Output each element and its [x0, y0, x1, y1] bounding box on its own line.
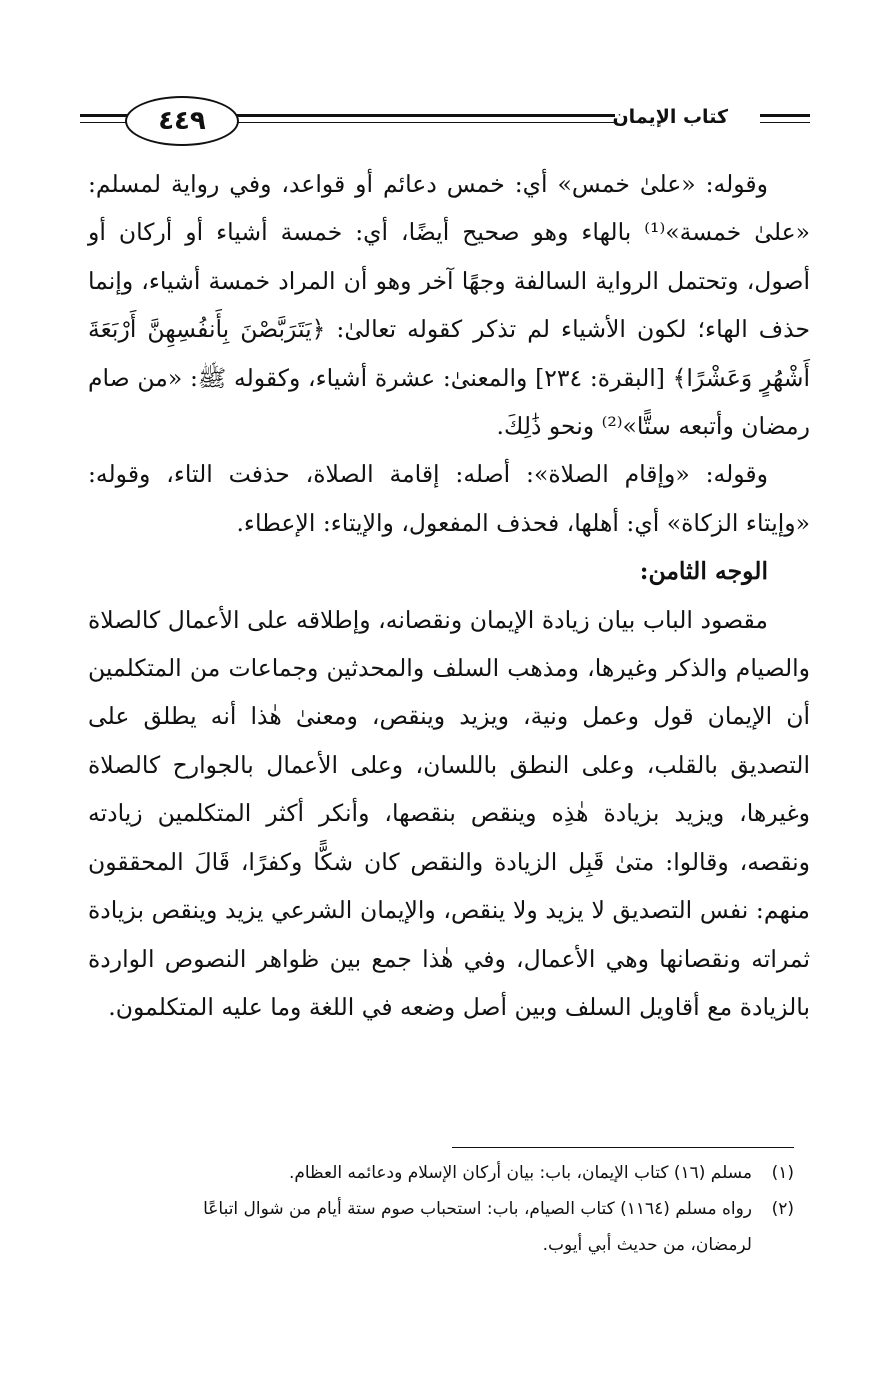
footnotes [78, 1155, 794, 1263]
footnote-text: مسلم (١٦) كتاب الإيمان، باب: بيان أركان الإسلام ودعائمه العظام. [288, 1163, 752, 1183]
paragraph: وقوله: «علىٰ خمس» أي: خمس دعائم أو قواعد، وفي رواية لمسلم: «علىٰ خمسة»⁽¹⁾ بالهاء وهو صحيح أيضًا، أي: خمسة أشياء أو أركان أو أصول، وتحتمل الرواية السالفة وجهًا آخر وهو أن المراد خمسة أشياء، وإنما حذف الهاء؛ لكون الأشياء لم تذكر كقوله تعالىٰ: ﴿يَتَرَبَّصْنَ بِأَنفُسِهِنَّ أَرْبَعَةَ أَشْهُرٍ وَعَشْرًا﴾ [البقرة: ٢٣٤] والمعنىٰ: عشرة أشياء، وكقوله ﷺ: «من صام رمضان وأتبعه ستًّا»⁽²⁾ ونحو ذَٰلِكَ. [88, 170, 811, 441]
footnote [78, 1155, 794, 1191]
footnote [78, 1191, 794, 1227]
footnote-number: (١) [771, 1163, 794, 1183]
footnote-text: رواه مسلم (١١٦٤) كتاب الصيام، باب: استحباب صوم ستة أيام من شوال اتباعًا [203, 1199, 752, 1219]
header-rule-right [760, 114, 810, 117]
header-rule-middle [235, 122, 615, 123]
header-rule-left [80, 122, 130, 123]
running-title: كتاب الإيمان [612, 106, 728, 128]
footnote-number: (٢) [771, 1199, 794, 1219]
paragraph: وقوله: «وإقام الصلاة»: أصله: إقامة الصلاة، حذفت التاء، وقوله: «وإيتاء الزكاة» أي: أهلها، فحذف المفعول، والإيتاء: الإعطاء. [88, 460, 810, 537]
footnote-separator [452, 1147, 794, 1148]
header-rule-right [760, 122, 810, 123]
main-text [88, 160, 810, 1031]
footnote-continuation: لرمضان، من حديث أبي أيوب. [542, 1235, 752, 1255]
page-number: ٤٤٩ [125, 96, 239, 146]
page-header [80, 92, 810, 156]
paragraph: مقصود الباب بيان زيادة الإيمان ونقصانه، وإطلاقه على الأعمال كالصلاة والصيام والذكر وغيرها، ومذهب السلف والمحدثين وجماعات من المتكلمين أن الإيمان قول وعمل ونية، ويزيد وينقص، ومعنىٰ هٰذا أنه يطلق على التصديق بالقلب، وعلى النطق باللسان، وعلى الأعمال بالجوارح كالصلاة وغيرها، ويزيد بزيادة هٰذِه وينقص بنقصها، وأنكر أكثر المتكلمين زيادته ونقصه، وقالوا: متىٰ قَبِل الزيادة والنقص كان شكًّا وكفرًا، قَالَ المحققون منهم: نفس التصديق لا يزيد ولا ينقص، والإيمان الشرعي يزيد وينقص بزيادة ثمراته ونقصانها وهي الأعمال، وفي هٰذا جمع بين ظواهر النصوص الواردة بالزيادة مع أقاويل السلف وبين أصل وضعه في اللغة وما عليه المتكلمون. [88, 605, 810, 1021]
header-rule-middle [235, 114, 615, 117]
header-rule-left [80, 114, 130, 117]
section-heading: الوجه الثامن: [639, 557, 768, 586]
